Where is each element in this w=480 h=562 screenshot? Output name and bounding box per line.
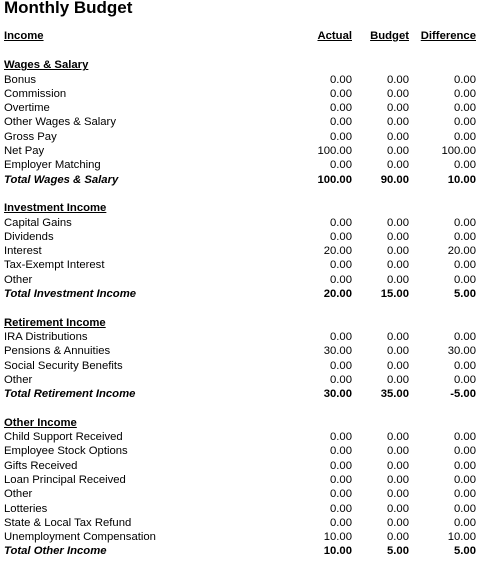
difference-value: 0.00 <box>454 431 476 444</box>
difference-value: 10.00 <box>447 173 476 186</box>
actual-value: 0.00 <box>330 73 352 86</box>
actual-value: 0.00 <box>330 330 352 343</box>
section-heading-row <box>0 58 480 72</box>
table-row <box>0 530 480 544</box>
section-heading: Investment Income <box>4 202 107 215</box>
actual-value: 30.00 <box>323 388 352 401</box>
row-label: Capital Gains <box>4 216 72 229</box>
difference-value: 0.00 <box>454 102 476 115</box>
actual-value: 0.00 <box>330 445 352 458</box>
actual-value: 0.00 <box>330 502 352 515</box>
difference-value: 0.00 <box>454 159 476 172</box>
column-header-budget: Budget <box>370 30 409 42</box>
budget-value: 0.00 <box>387 230 409 243</box>
budget-value: 0.00 <box>387 431 409 444</box>
budget-value: 35.00 <box>380 388 409 401</box>
budget-value: 0.00 <box>387 488 409 501</box>
table-row <box>0 459 480 473</box>
difference-value: 0.00 <box>454 73 476 86</box>
table-row <box>0 216 480 230</box>
budget-value: 90.00 <box>380 173 409 186</box>
spacer-row <box>0 301 480 315</box>
actual-value: 0.00 <box>330 273 352 286</box>
budget-value: 0.00 <box>387 273 409 286</box>
table-row <box>0 87 480 101</box>
budget-value: 0.00 <box>387 459 409 472</box>
row-label: Lotteries <box>4 502 48 515</box>
row-label: Child Support Received <box>4 431 123 444</box>
table-row <box>0 502 480 516</box>
spacer-row <box>0 44 480 58</box>
difference-value: 0.00 <box>454 373 476 386</box>
actual-value: 0.00 <box>330 130 352 143</box>
actual-value: 0.00 <box>330 431 352 444</box>
budget-value: 0.00 <box>387 445 409 458</box>
difference-value: 0.00 <box>454 516 476 529</box>
total-row <box>0 173 480 187</box>
row-label: Overtime <box>4 102 50 115</box>
actual-value: 10.00 <box>323 531 352 544</box>
row-label: Commission <box>4 87 67 100</box>
budget-value: 0.00 <box>387 87 409 100</box>
actual-value: 20.00 <box>323 245 352 258</box>
table-row <box>0 473 480 487</box>
difference-value: 5.00 <box>454 545 476 558</box>
actual-value: 0.00 <box>330 359 352 372</box>
difference-value: 5.00 <box>454 288 476 301</box>
difference-value: 0.00 <box>454 502 476 515</box>
difference-value: 0.00 <box>454 259 476 272</box>
table-row <box>0 344 480 358</box>
table-row <box>0 73 480 87</box>
row-label: Bonus <box>4 73 37 86</box>
actual-value: 0.00 <box>330 473 352 486</box>
actual-value: 0.00 <box>330 259 352 272</box>
row-label: Unemployment Compensation <box>4 531 156 544</box>
budget-value: 0.00 <box>387 473 409 486</box>
budget-value: 0.00 <box>387 373 409 386</box>
actual-value: 0.00 <box>330 87 352 100</box>
actual-value: 10.00 <box>323 545 352 558</box>
actual-value: 20.00 <box>323 288 352 301</box>
difference-value: 0.00 <box>454 116 476 129</box>
row-label: Other <box>4 273 33 286</box>
actual-value: 0.00 <box>330 516 352 529</box>
spacer-row <box>0 187 480 201</box>
actual-value: 0.00 <box>330 373 352 386</box>
row-label: IRA Distributions <box>4 330 88 343</box>
total-row <box>0 387 480 401</box>
budget-value: 0.00 <box>387 130 409 143</box>
difference-value: 0.00 <box>454 273 476 286</box>
budget-value: 0.00 <box>387 259 409 272</box>
difference-value: 0.00 <box>454 87 476 100</box>
budget-value: 5.00 <box>387 545 409 558</box>
table-row <box>0 487 480 501</box>
table-row <box>0 144 480 158</box>
actual-value: 0.00 <box>330 102 352 115</box>
table-row <box>0 330 480 344</box>
row-label: Other <box>4 373 33 386</box>
spacer-row <box>0 401 480 415</box>
actual-value: 100.00 <box>317 173 352 186</box>
row-label: Other Wages & Salary <box>4 116 116 129</box>
row-label: Tax-Exempt Interest <box>4 259 105 272</box>
difference-value: 0.00 <box>454 359 476 372</box>
budget-value: 0.00 <box>387 359 409 372</box>
table-row <box>0 444 480 458</box>
table-row <box>0 516 480 530</box>
actual-value: 100.00 <box>317 145 352 158</box>
difference-value: 0.00 <box>454 216 476 229</box>
row-label: Total Wages & Salary <box>4 173 119 186</box>
budget-value: 0.00 <box>387 345 409 358</box>
budget-value: 0.00 <box>387 516 409 529</box>
section-heading-row <box>0 416 480 430</box>
section-heading-row <box>0 316 480 330</box>
column-header-row <box>0 29 480 44</box>
row-label: Gifts Received <box>4 459 78 472</box>
table-row <box>0 115 480 129</box>
budget-value: 0.00 <box>387 73 409 86</box>
difference-value: 0.00 <box>454 130 476 143</box>
difference-value: 100.00 <box>441 145 476 158</box>
row-label: Total Investment Income <box>4 288 137 301</box>
difference-value: 0.00 <box>454 459 476 472</box>
budget-value: 0.00 <box>387 116 409 129</box>
budget-value: 0.00 <box>387 330 409 343</box>
table-row <box>0 430 480 444</box>
difference-value: -5.00 <box>450 388 476 401</box>
budget-value: 15.00 <box>380 288 409 301</box>
table-row <box>0 258 480 272</box>
difference-value: 0.00 <box>454 488 476 501</box>
difference-value: 10.00 <box>447 531 476 544</box>
income-table <box>0 29 480 559</box>
table-row <box>0 244 480 258</box>
budget-value: 0.00 <box>387 145 409 158</box>
section-heading: Retirement Income <box>4 316 106 329</box>
row-label: Loan Principal Received <box>4 473 126 486</box>
row-label: Gross Pay <box>4 130 57 143</box>
table-row <box>0 373 480 387</box>
budget-value: 0.00 <box>387 245 409 258</box>
difference-value: 20.00 <box>447 245 476 258</box>
row-label: Net Pay <box>4 145 45 158</box>
row-label: Employee Stock Options <box>4 445 128 458</box>
column-header-income: Income <box>4 30 44 42</box>
difference-value: 0.00 <box>454 330 476 343</box>
actual-value: 0.00 <box>330 488 352 501</box>
actual-value: 0.00 <box>330 230 352 243</box>
total-row <box>0 544 480 558</box>
row-label: Employer Matching <box>4 159 101 172</box>
row-label: Total Retirement Income <box>4 388 136 401</box>
actual-value: 0.00 <box>330 216 352 229</box>
actual-value: 0.00 <box>330 116 352 129</box>
budget-value: 0.00 <box>387 159 409 172</box>
row-label: Other <box>4 488 33 501</box>
table-row <box>0 130 480 144</box>
section-heading: Other Income <box>4 416 77 429</box>
row-label: Interest <box>4 245 42 258</box>
actual-value: 0.00 <box>330 159 352 172</box>
budget-value: 0.00 <box>387 216 409 229</box>
table-row <box>0 158 480 172</box>
budget-value: 0.00 <box>387 102 409 115</box>
row-label: Pensions & Annuities <box>4 345 111 358</box>
difference-value: 0.00 <box>454 230 476 243</box>
difference-value: 30.00 <box>447 345 476 358</box>
total-row <box>0 287 480 301</box>
column-header-actual: Actual <box>317 30 352 42</box>
row-label: State & Local Tax Refund <box>4 516 132 529</box>
actual-value: 0.00 <box>330 459 352 472</box>
actual-value: 30.00 <box>323 345 352 358</box>
budget-value: 0.00 <box>387 531 409 544</box>
section-heading: Wages & Salary <box>4 59 89 72</box>
budget-value: 0.00 <box>387 502 409 515</box>
section-heading-row <box>0 201 480 215</box>
row-label: Dividends <box>4 230 54 243</box>
difference-value: 0.00 <box>454 473 476 486</box>
table-row <box>0 230 480 244</box>
page-title: Monthly Budget <box>4 0 133 17</box>
table-row <box>0 101 480 115</box>
table-row <box>0 273 480 287</box>
row-label: Total Other Income <box>4 545 107 558</box>
table-row <box>0 359 480 373</box>
column-header-difference: Difference <box>420 30 476 42</box>
difference-value: 0.00 <box>454 445 476 458</box>
row-label: Social Security Benefits <box>4 359 123 372</box>
